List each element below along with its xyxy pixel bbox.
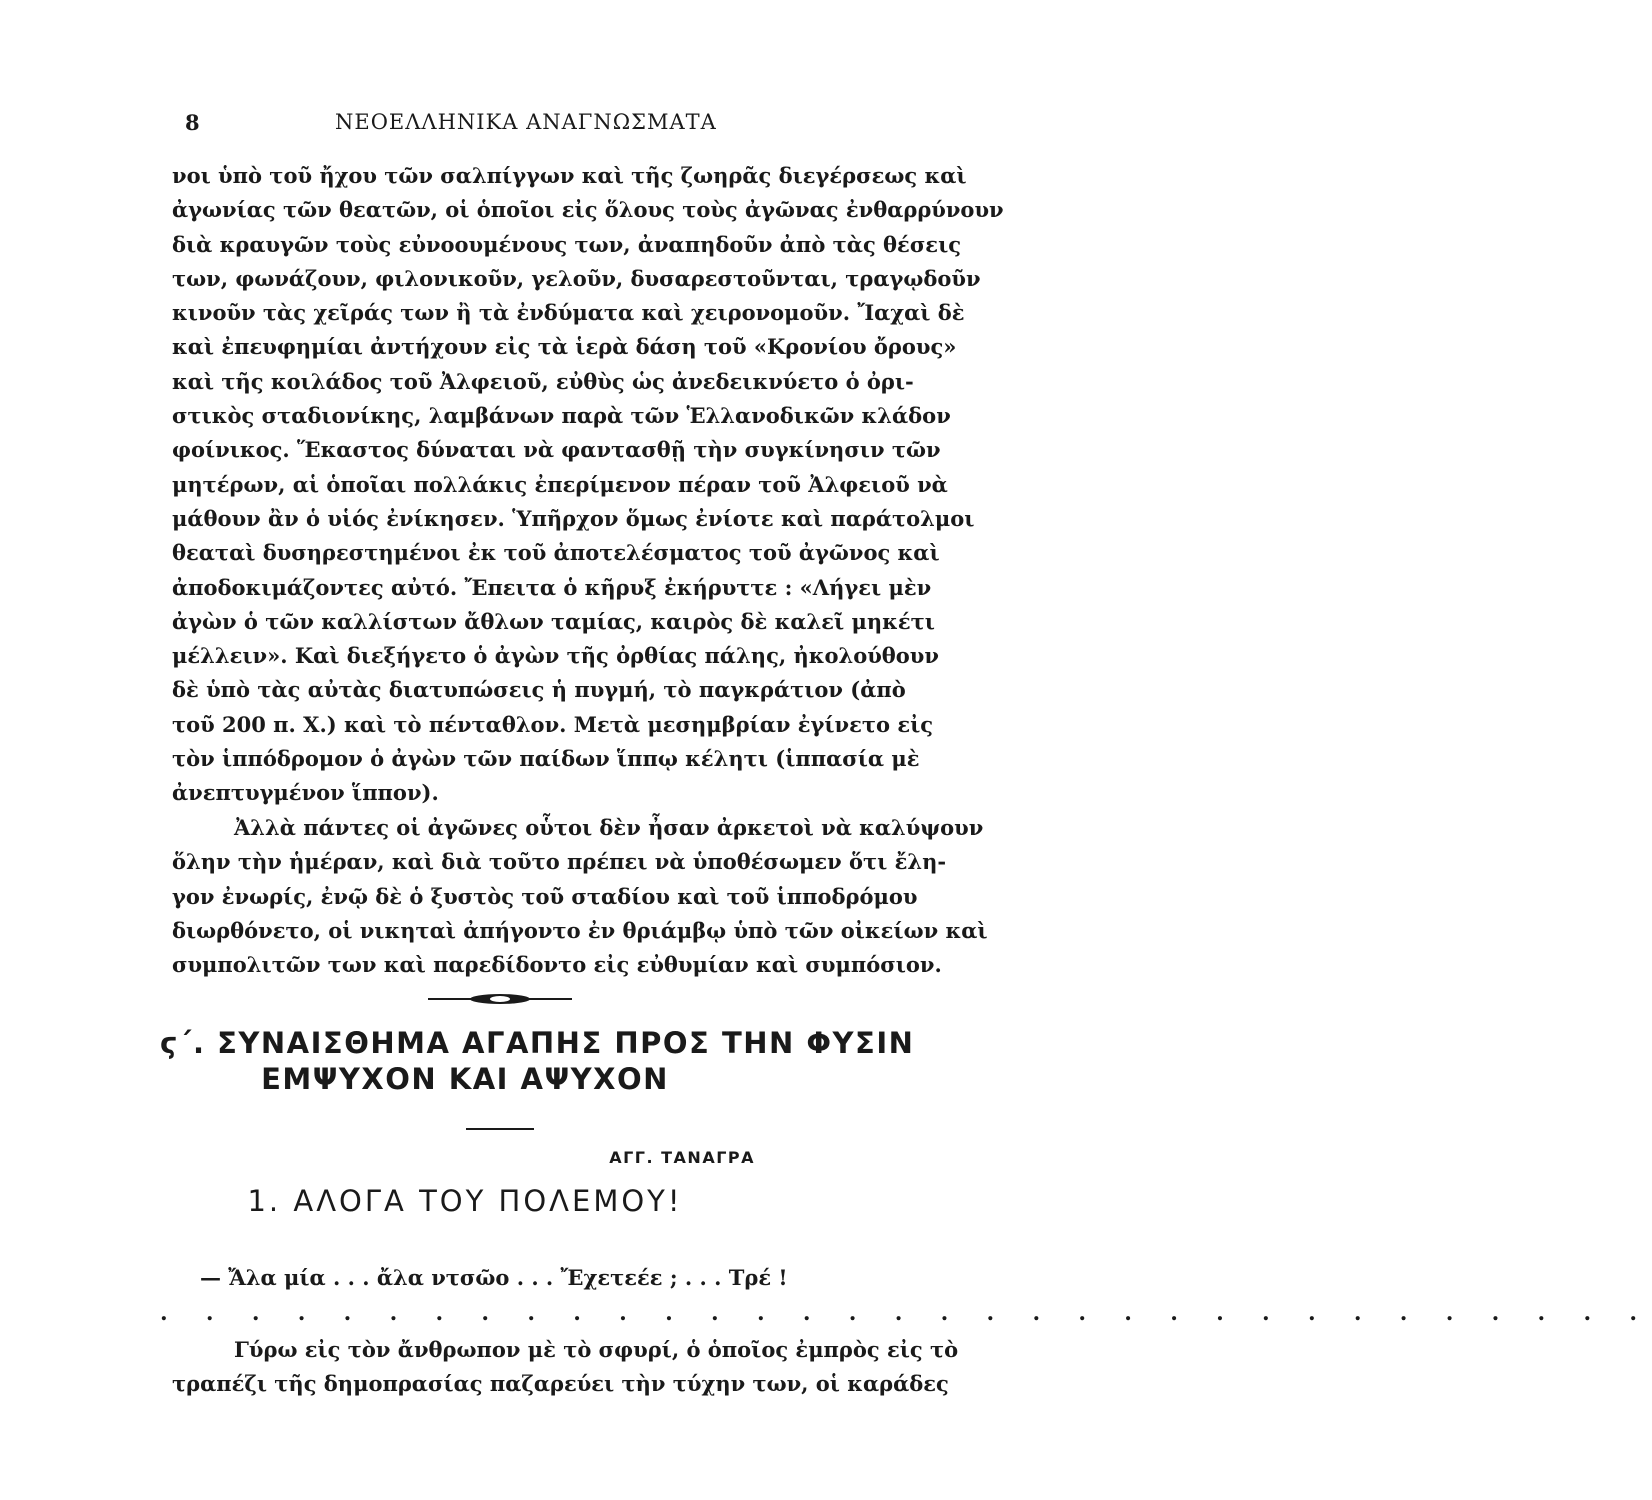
section-title-line-1: ϛ΄. ΣΥΝΑΙΣΘΗΜΑ ΑΓΑΠΗΣ ΠΡΟΣ ΤΗΝ ΦΥΣΙΝ [160, 1026, 915, 1060]
dialogue-line: — Ἄλα μία . . . ἄλα ντσῶο . . . Ἔχετεέε ; . . . Τρέ ! [200, 1265, 788, 1290]
text-line: διωρθόνετο, οἱ νικηταὶ ἀπήγοντο ἐν θριάμβῳ ὑπὸ τῶν οἰκείων καὶ [172, 917, 988, 943]
text-line: θεαταὶ δυσηρεστημένοι ἐκ τοῦ ἀποτελέσματος τοῦ ἀγῶνος καὶ [172, 540, 940, 566]
paragraph-2 [172, 811, 988, 982]
text-line: τραπέζι τῆς δημοπρασίας παζαρεύει τὴν τύχην των, οἱ καράδες [172, 1371, 949, 1397]
text-line: κινοῦν τὰς χεῖράς των ἢ τὰ ἐνδύματα καὶ χειρονομοῦν. Ἴαχαὶ δὲ [172, 300, 965, 326]
text-line: καὶ ἐπευφημίαι ἀντήχουν εἰς τὰ ἱερὰ δάση τοῦ «Κρονίου ὄρους» [172, 334, 957, 360]
text-line: ἀποδοκιμάζοντες αὐτό. Ἔπειτα ὁ κῆρυξ ἐκήρυττε : «Λήγει μὲν [172, 574, 932, 600]
section-title-line-2: ΕΜΨΥΧΟΝ ΚΑΙ ΑΨΥΧΟΝ [261, 1062, 669, 1096]
text-line: τοῦ 200 π. Χ.) καὶ τὸ πένταθλον. Μετὰ μεσημβρίαν ἐγίνετο εἰς [172, 711, 934, 737]
text-line: γον ἐνωρίς, ἐνῷ δὲ ὁ ξυστὸς τοῦ σταδίου καὶ τοῦ ἱπποδρόμου [172, 883, 918, 909]
text-line: μάθουν ἂν ὁ υἱός ἐνίκησεν. Ὑπῆρχον ὅμως ἐνίοτε καὶ παράτολμοι [172, 505, 975, 531]
page-number: 8 [185, 110, 200, 135]
title-rule [466, 1128, 534, 1130]
page-header [185, 110, 730, 144]
dotted-separator: . . . . . . . . . . . . . . . . . . . . . . . . . . . . . . . . . [160, 1300, 1652, 1326]
text-line: ὅλην τὴν ἡμέραν, καὶ διὰ τοῦτο πρέπει νὰ ὑποθέσωμεν ὅτι ἔλη- [172, 849, 947, 875]
text-line: τὸν ἱππόδρομον ὁ ἀγὼν τῶν παίδων ἵππῳ κέλητι (ἱππασία μὲ [172, 746, 920, 772]
text-line: Γύρω εἰς τὸν ἄνθρωπον μὲ τὸ σφυρί, ὁ ὁποῖος ἐμπρὸς εἰς τὸ [234, 1337, 959, 1362]
running-title: ΝΕΟΕΛΛΗΝΙΚΑ ΑΝΑΓΝΩΣΜΑΤΑ [335, 110, 717, 134]
ornament-divider [428, 991, 572, 1007]
text-line: καὶ τῆς κοιλάδος τοῦ Ἀλφειοῦ, εὐθὺς ὡς ἀνεδεικνύετο ὁ ὀρι- [172, 368, 914, 394]
text-line: στικὸς σταδιονίκης, λαμβάνων παρὰ τῶν Ἑλλανοδικῶν κλάδον [172, 403, 951, 429]
poem-title: 1. ΑΛΟΓΑ ΤΟΥ ΠΟΛΕΜΟΥ! [247, 1184, 683, 1218]
text-line: φοίνικος. Ἕκαστος δύναται νὰ φαντασθῇ τὴν συγκίνησιν τῶν [172, 437, 941, 463]
text-line: διὰ κραυγῶν τοὺς εὐνοουμένους των, ἀναπηδοῦν ἀπὸ τὰς θέσεις [172, 231, 962, 257]
text-line: των, φωνάζουν, φιλονικοῦν, γελοῦν, δυσαρεστοῦνται, τραγῳδοῦν [172, 265, 981, 291]
author-name: ΑΓΓ. ΤΑΝΑΓΡΑ [609, 1148, 755, 1167]
text-line: συμπολιτῶν των καὶ παρεδίδοντο εἰς εὐθυμίαν καὶ συμπόσιον. [172, 952, 942, 978]
text-line: νοι ὑπὸ τοῦ ἤχου τῶν σαλπίγγων καὶ τῆς ζωηρᾶς διεγέρσεως καὶ [172, 163, 967, 188]
text-line: μέλλειν». Καὶ διεξήγετο ὁ ἀγὼν τῆς ὀρθίας πάλης, ἠκολούθουν [172, 643, 939, 669]
text-line: Ἀλλὰ πάντες οἱ ἀγῶνες οὗτοι δὲν ἦσαν ἀρκετοὶ νὰ καλύψουν [234, 815, 984, 840]
paragraph-1 [172, 159, 1004, 811]
text-line: δὲ ὑπὸ τὰς αὐτὰς διατυπώσεις ἡ πυγμή, τὸ παγκράτιον (ἀπὸ [172, 677, 906, 703]
text-line: ἀγὼν ὁ τῶν καλλίστων ἄθλων ταμίας, καιρὸς δὲ καλεῖ μηκέτι [172, 608, 935, 634]
text-line: ἀνεπτυγμένον ἵππον). [172, 780, 439, 806]
text-line: ἀγωνίας τῶν θεατῶν, οἱ ὁποῖοι εἰς ὅλους τοὺς ἀγῶνας ἐνθαρρύνουν [172, 197, 1004, 223]
poem-text [172, 1333, 959, 1402]
text-line: μητέρων, αἱ ὁποῖαι πολλάκις ἐπερίμενον πέραν τοῦ Ἀλφειοῦ νὰ [172, 471, 948, 497]
